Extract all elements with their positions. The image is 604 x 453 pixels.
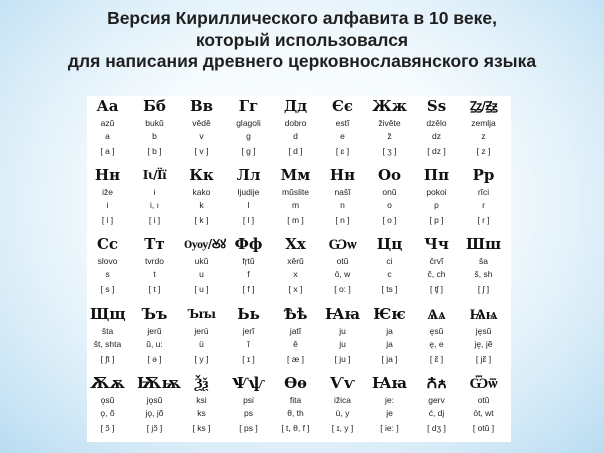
letter-glyph: Гг [238, 97, 259, 115]
letter-name: mŭslite [282, 187, 309, 198]
letter-cell [137, 304, 172, 373]
letter-cell [466, 234, 501, 303]
letter-name: dzělo [426, 118, 447, 128]
letter-glyph: Рр [472, 166, 495, 185]
letter-name: živěte [378, 118, 401, 128]
letter-transliteration: ŭ, u: [146, 338, 163, 349]
letter-transliteration: u [199, 269, 204, 280]
letter-cell [372, 96, 407, 165]
letter-glyph: Ѫѫ [90, 373, 125, 392]
letter-cell [137, 96, 172, 165]
letter-name: pokoi [426, 187, 447, 198]
letter-cell [419, 96, 454, 165]
letter-transliteration: dz [432, 131, 441, 141]
letter-glyph: Тт [144, 235, 165, 254]
letter-cell [90, 234, 125, 303]
letter-glyph: Вв [189, 97, 214, 115]
letter-name: jerĭ [242, 325, 255, 336]
letter-name: tvrdo [145, 256, 164, 267]
letter-name: ižica [333, 394, 351, 405]
alphabet-table [87, 96, 511, 442]
letter-glyph: Ѵѵ [330, 373, 355, 392]
letter-row [87, 165, 511, 234]
letter-transliteration: r [482, 200, 485, 211]
letter-glyph: Єє [331, 97, 354, 115]
letter-row [87, 96, 511, 165]
letter-cell [137, 373, 181, 442]
letter-name: ksi [196, 394, 207, 405]
letter-cell [325, 96, 360, 165]
letter-transliteration: i, ı [150, 200, 159, 211]
letter-transliteration: je [386, 407, 393, 418]
letter-name: otŭ [477, 394, 490, 405]
letter-glyph: Ѿѿ [469, 373, 498, 392]
letter-name: i [153, 187, 156, 198]
letter-transliteration: s [105, 269, 110, 280]
letter-cell [372, 165, 407, 234]
letter-cell [325, 165, 360, 234]
letter-glyph: Мм [280, 166, 311, 185]
letter-name: glagoli [236, 118, 261, 128]
letter-transliteration: ō, w [334, 269, 351, 280]
page-title [0, 8, 604, 73]
letter-glyph: Пп [423, 166, 450, 185]
letter-transliteration: b [152, 131, 157, 141]
letter-transliteration: i [106, 200, 109, 211]
letter-cell [325, 373, 360, 442]
letter-name: azŭ [100, 118, 115, 128]
letter-transliteration: f [247, 269, 250, 280]
letter-cell [231, 96, 266, 165]
letter-cell [419, 234, 454, 303]
letter-cell [90, 373, 125, 442]
letter-ipa: [ ks ] [192, 422, 211, 433]
letter-ipa: [ otŭ ] [472, 422, 495, 433]
letter-transliteration: t [153, 269, 156, 280]
letter-cell [231, 373, 266, 442]
letter-ipa: [ s ] [100, 284, 115, 295]
letter-transliteration: e [340, 131, 345, 141]
letter-name: našĭ [334, 187, 351, 198]
letter-cell [278, 304, 313, 373]
letter-glyph: Ѱѱ [231, 373, 266, 392]
letter-ipa: [ dʒ ] [427, 422, 446, 433]
letter-cell [90, 165, 125, 234]
letter-ipa: [ z ] [476, 146, 491, 156]
letter-glyph: Дд [283, 97, 308, 115]
letter-name: jerŭ [147, 325, 162, 336]
letter-glyph: Ѡѡ [328, 235, 357, 254]
letter-name: je: [385, 394, 394, 405]
letter-ipa: [ o: ] [334, 284, 351, 295]
letter-name: ša [479, 256, 488, 267]
letter-transliteration: ōt, wt [473, 407, 494, 418]
letter-ipa: [ jɔ̃ ] [146, 422, 163, 433]
letter-ipa: [ y ] [194, 353, 209, 364]
letter-cell [90, 96, 125, 165]
letter-transliteration: š, sh [474, 269, 493, 280]
letter-ipa: [ ɛ̃ ] [429, 353, 444, 364]
letter-name: onŭ [382, 187, 397, 198]
letter-glyph: Ьь [237, 304, 260, 323]
letter-cell [466, 373, 501, 442]
letter-name: šta [101, 325, 114, 336]
letter-ipa: [ l ] [242, 215, 255, 226]
letter-transliteration: p [434, 200, 439, 211]
letter-name: jęsŭ [475, 325, 492, 336]
letter-cell [466, 165, 501, 234]
letter-glyph: Цц [376, 235, 403, 254]
letter-glyph: Фф [234, 235, 263, 254]
letter-name: iže [102, 187, 113, 198]
letter-name: rĭci [477, 187, 490, 198]
letter-name: ǫsŭ [100, 394, 115, 405]
letter-transliteration: ü, y [335, 407, 350, 418]
letter-glyph: Кк [189, 166, 214, 185]
letter-ipa: [ v ] [194, 146, 209, 156]
letter-transliteration: k [199, 200, 204, 211]
letter-ipa: [ i ] [101, 215, 114, 226]
letter-ipa: [ ʒ ] [382, 146, 397, 156]
letter-ipa: [ ie: ] [380, 422, 399, 433]
letter-ipa: [ ə ] [147, 353, 162, 364]
letter-cell [231, 304, 266, 373]
letter-name: ju [339, 325, 346, 336]
letter-transliteration: št, shta [93, 338, 122, 349]
letter-ipa: [ dz ] [427, 146, 446, 156]
letter-glyph: Нн [329, 166, 356, 185]
letter-cell [90, 304, 125, 373]
letter-cell [184, 96, 219, 165]
letter-name: slovo [97, 256, 118, 267]
letter-cell [372, 373, 407, 442]
letter-name: kako [192, 187, 211, 198]
letter-cell [419, 165, 454, 234]
letter-ipa: [ m ] [287, 215, 304, 226]
letter-name: dobro [284, 118, 307, 128]
letter-name: fŗtŭ [242, 256, 255, 267]
letter-cell [278, 165, 313, 234]
letter-row [87, 373, 511, 442]
letter-transliteration: ja [386, 338, 393, 349]
letter-glyph: Ꙗꙗ [372, 373, 407, 392]
letter-glyph: Ѕѕ [426, 97, 447, 115]
letter-transliteration: m [291, 200, 300, 211]
letter-cell [325, 234, 360, 303]
letter-ipa: [ f ] [242, 284, 255, 295]
letter-glyph: Бб [143, 97, 166, 115]
letter-ipa: [ t, θ, f ] [281, 422, 310, 433]
letter-ipa: [ r ] [477, 215, 490, 226]
letter-name: zemlja [471, 118, 496, 128]
letter-transliteration: ps [244, 407, 253, 418]
letter-transliteration: a [105, 131, 110, 141]
letter-glyph: Ѣѣ [283, 304, 308, 323]
letter-transliteration: ū [199, 338, 204, 349]
letter-cell [325, 304, 360, 373]
letter-ipa: [ p ] [429, 215, 444, 226]
letter-glyph: Щщ [90, 304, 126, 323]
letter-glyph: Лл [236, 166, 261, 185]
title-line-2: который использовался [195, 29, 409, 50]
title-line-3: для написания древнего церковнославянского языка [67, 51, 537, 71]
letter-cell [184, 373, 219, 442]
letter-transliteration: ĭ [247, 338, 250, 349]
letter-ipa: [ u ] [194, 284, 209, 295]
letter-ipa: [ a ] [100, 146, 115, 156]
letter-cell [184, 234, 226, 303]
letter-ipa: [ ʧ ] [429, 284, 444, 295]
letter-cell [184, 304, 219, 373]
letter-glyph: Ъъ [141, 304, 168, 323]
letter-ipa: [ jɛ̃ ] [475, 353, 492, 364]
letter-glyph: Ѧѧ [427, 304, 446, 323]
letter-transliteration: n [340, 200, 345, 211]
letter-transliteration: ju [339, 338, 346, 349]
letter-transliteration: o [387, 200, 392, 211]
letter-transliteration: l [247, 200, 250, 211]
letter-ipa: [ æ ] [286, 353, 304, 364]
letter-transliteration: ě [293, 338, 298, 349]
letter-transliteration: v [199, 131, 204, 141]
letter-glyph: Жж [372, 97, 407, 115]
letter-ipa: [ ju ] [334, 353, 351, 364]
letter-ipa: [ ɪ ] [242, 353, 255, 364]
letter-cell [278, 373, 313, 442]
letter-glyph: Шш [466, 235, 502, 254]
letter-glyph: Ѹѹ/Ꙋꙋ [184, 237, 226, 252]
letter-transliteration: ję, jẽ [474, 338, 493, 349]
letter-glyph: Оо [377, 166, 402, 185]
letter-transliteration: c [387, 269, 392, 280]
letter-ipa: [ k ] [194, 215, 209, 226]
letter-name: fita [289, 394, 302, 405]
letter-ipa: [ o ] [382, 215, 397, 226]
letter-name: vědě [192, 118, 211, 128]
letter-ipa: [ ps ] [239, 422, 258, 433]
letter-name: ja [386, 325, 393, 336]
letter-transliteration: č, ch [427, 269, 446, 280]
letter-ipa: [ t ] [148, 284, 161, 295]
letter-glyph: Ѥѥ [373, 304, 406, 323]
letter-cell [466, 304, 501, 373]
title-line-1: Версия Кириллического алфавита в 10 веке, [107, 8, 497, 28]
letter-glyph: Хх [285, 235, 306, 254]
letter-name: jerū [194, 325, 209, 336]
letter-transliteration: ć, dj [428, 407, 445, 418]
letter-name: jatĭ [289, 325, 302, 336]
letter-cell [278, 234, 313, 303]
letter-ipa: [ ʃt ] [100, 353, 115, 364]
letter-cell [419, 373, 454, 442]
letter-row [87, 304, 511, 373]
letter-ipa: [ ɛ ] [335, 146, 350, 156]
letter-cell [278, 96, 313, 165]
letter-ipa: [ d ] [288, 146, 303, 156]
letter-transliteration: ę, e [429, 338, 444, 349]
letter-glyph: Ѩѩ [469, 304, 498, 323]
letter-ipa: [ x ] [288, 284, 303, 295]
letter-glyph: Ѭѭ [137, 373, 181, 392]
letter-name: ęsŭ [429, 325, 444, 336]
letter-glyph: Ѯѯ [194, 373, 209, 392]
letter-glyph: Нн [94, 166, 121, 185]
letter-name: črvĭ [429, 256, 444, 267]
letter-name: xěrŭ [287, 256, 304, 267]
letter-cell [419, 304, 454, 373]
letter-glyph: Ιι/Її [142, 168, 167, 183]
letter-transliteration: ž [387, 131, 392, 141]
letter-cell [372, 234, 407, 303]
letter-ipa: [ n ] [335, 215, 350, 226]
letter-transliteration: ks [197, 407, 206, 418]
letter-glyph: Ъıъı [187, 306, 216, 321]
letter-glyph: Аа [96, 97, 119, 115]
letter-transliteration: d [293, 131, 298, 141]
letter-ipa: [ ɪ, y ] [331, 422, 354, 433]
letter-transliteration: g [246, 131, 251, 141]
letter-transliteration: ǫ, õ [100, 407, 115, 418]
letter-transliteration: jǫ, jõ [145, 407, 164, 418]
letter-transliteration: z [481, 131, 486, 141]
letter-ipa: [ g ] [241, 146, 256, 156]
letter-cell [137, 165, 172, 234]
letter-cell [184, 165, 219, 234]
letter-name: ljudije [237, 187, 260, 198]
letter-name: bukŭ [145, 118, 164, 128]
letter-row [87, 234, 511, 303]
letter-name: otŭ [336, 256, 349, 267]
letter-name: psi [243, 394, 254, 405]
letter-name: gerv [428, 394, 445, 405]
letter-ipa: [ ja ] [381, 353, 398, 364]
letter-ipa: [ ɔ̃ ] [100, 422, 115, 433]
letter-glyph: Сс [96, 235, 119, 254]
letter-transliteration: θ, th [287, 407, 304, 418]
letter-transliteration: x [293, 269, 298, 280]
letter-glyph: Чч [424, 235, 449, 254]
letter-cell [372, 304, 407, 373]
letter-ipa: [ ʃ ] [477, 284, 490, 295]
letter-cell [231, 165, 266, 234]
letter-cell [466, 96, 501, 165]
letter-name: ukŭ [194, 256, 209, 267]
letter-cell [231, 234, 266, 303]
letter-glyph: Ѳѳ [284, 373, 307, 392]
letter-name: jǫsŭ [146, 394, 163, 405]
letter-ipa: [ b ] [147, 146, 162, 156]
letter-glyph: Ꙁꙁ/Ꙃꙃ [469, 99, 498, 113]
letter-cell [137, 234, 172, 303]
letter-glyph: Ꙉꙉ [426, 373, 447, 392]
letter-glyph: Ꙗꙗ [325, 304, 360, 323]
letter-ipa: [ i ] [148, 215, 161, 226]
letter-ipa: [ ts ] [381, 284, 398, 295]
letter-name: ci [386, 256, 393, 267]
letter-name: estĭ [335, 118, 350, 128]
